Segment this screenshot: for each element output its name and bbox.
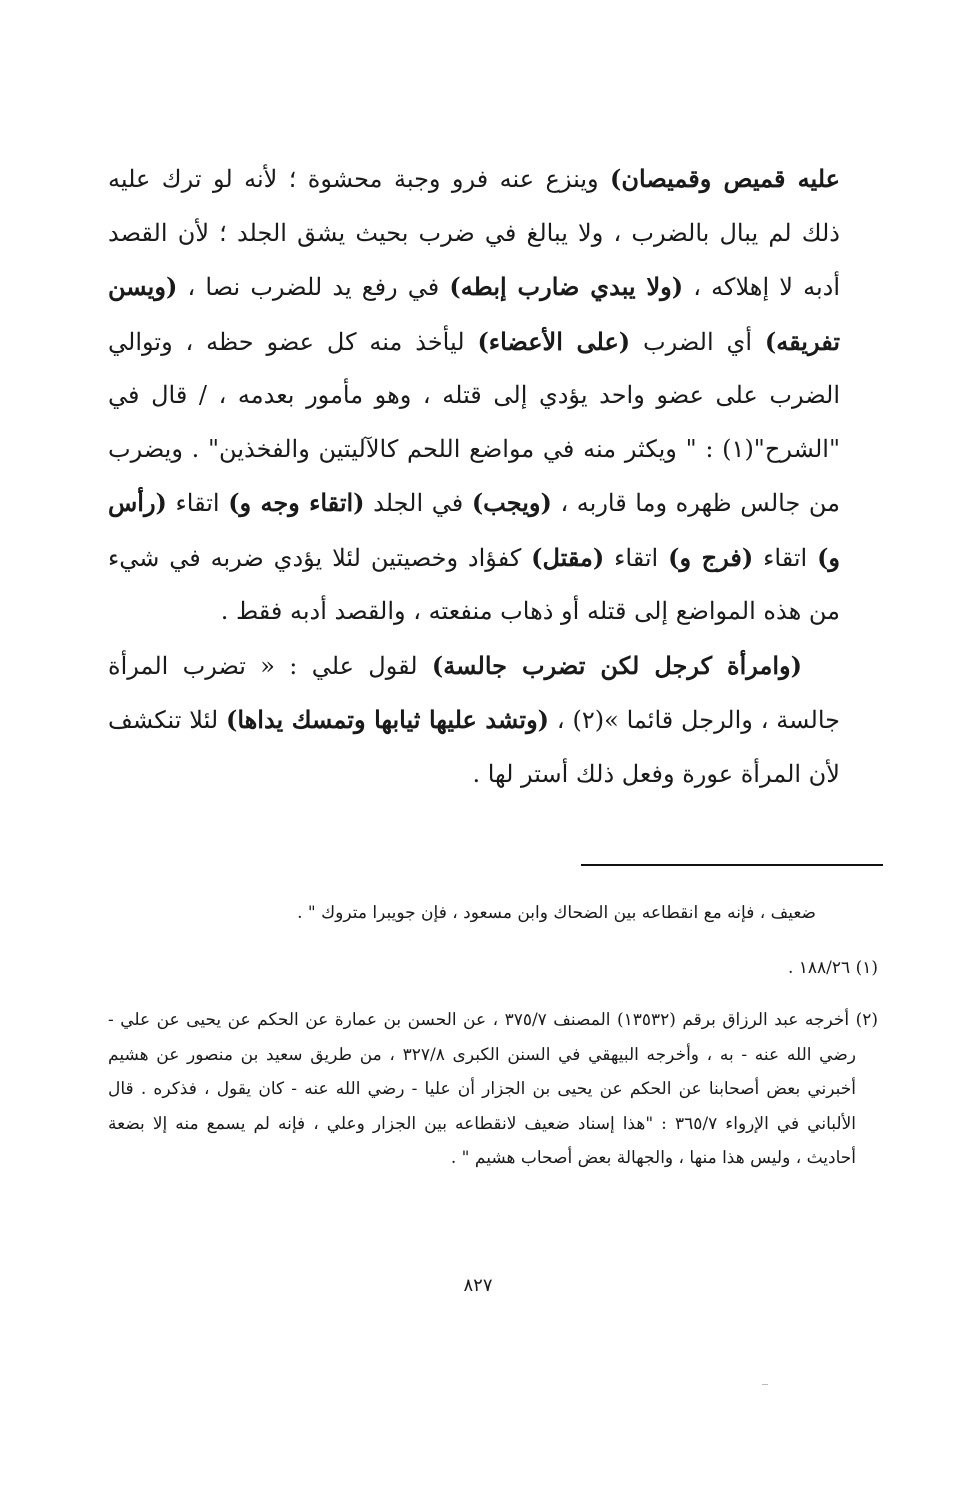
bold-matn-text: (ولا يبدي ضارب إبطه) (449, 272, 684, 301)
commentary-text: في الجلد (364, 489, 472, 517)
commentary-text: اتقاء (604, 543, 669, 572)
footnotes (108, 896, 878, 1176)
commentary-text: لئلا تنكشف لأن المرأة عورة وفعل ذلك أستر لها . (108, 706, 840, 788)
bold-matn-text: عليه قميص وقميصان) (610, 164, 840, 193)
bold-matn-text: (مقتل) (531, 542, 605, 572)
commentary-text: اتقاء (753, 543, 818, 572)
footnote-continued: ضعيف ، فإنه مع انقطاعه بين الضحاك وابن مسعود ، فإن جويبرا متروك " . (297, 903, 816, 923)
commentary-text: اتقاء (166, 489, 229, 517)
scan-speck (762, 1384, 768, 1385)
paragraph-1 (108, 152, 840, 639)
commentary-text: أي الضرب (630, 327, 765, 356)
commentary-text: ليأخذ منه كل عضو حظه ، وتوالي الضرب على عضو واحد يؤدي إلى قتله ، وهو مأمور بعدمه ، / قال في "الشرح"(١) : " ويكثر منه في مواضع اللحم كالآليتين والفخذين" . ويضرب من جالس ظهره وما قاربه ، (108, 327, 841, 517)
bold-matn-text: (ويسن تفريقه) (108, 272, 841, 356)
bold-matn-text: (ويجب) (471, 488, 552, 517)
bold-matn-text: (اتقاء وجه و) (228, 488, 365, 517)
bold-matn-text: (رأس و) (108, 488, 841, 572)
page-number: ٨٢٧ (463, 1275, 493, 1296)
footnote-2: (٢) أخرجه عبد الرزاق برقم (١٣٥٣٢) المصنف ٣٧٥/٧ ، عن الحسن بن عمارة عن الحكم عن يحيى عن علي - رضي الله عنه - به ، وأخرجه البيهقي في السنن الكبرى ٣٢٧/٨ ، من طريق سعيد بن منصور عن هشيم أخبرني بعض أصحابنا عن الحكم عن يحيى بن الجزار أن عليا - رضي الله عنه - كان يقول ، فذكره . قال الألباني في الإرواء ٣٦٥/٧ : "هذا إسناد ضعيف لانقطاعه بين الجزار وعلي ، فإنه لم يسمع منه إلا بضعة أحاديث ، وليس هذا منها ، والجهالة بعض أصحاب هشيم " . (108, 1010, 878, 1168)
commentary-text: لقول علي : « تضرب المرأة جالسة ، والرجل قائما »(٢) ، (108, 651, 841, 734)
bold-matn-text: (فرج و) (668, 542, 754, 572)
main-text (108, 152, 840, 801)
paragraph-2 (108, 639, 840, 802)
commentary-text: وينزع عنه فرو وجبة محشوة ؛ لأنه لو ترك عليه ذلك لم يبال بالضرب ، ولا يبالغ في ضرب بحيث يشق الجلد ؛ لأن القصد أدبه لا إهلاكه ، (108, 165, 840, 301)
footnote-separator (581, 864, 883, 866)
commentary-text: كفؤاد وخصيتين لئلا يؤدي ضربه في شيء من هذه المواضع إلى قتله أو ذهاب منفعته ، والقصد أدبه فقط . (108, 543, 840, 625)
footnote-1: (١) ١٨٨/٢٦ . (787, 957, 878, 978)
bold-matn-text: (على الأعضاء) (477, 326, 631, 356)
bold-matn-text: (وامرأة كرجل لكن تضرب جالسة) (431, 650, 802, 680)
bold-matn-text: (وتشد عليها ثيابها وتمسك يداها) (225, 705, 550, 734)
commentary-text: في رفع يد للضرب نصا ، (177, 273, 450, 301)
